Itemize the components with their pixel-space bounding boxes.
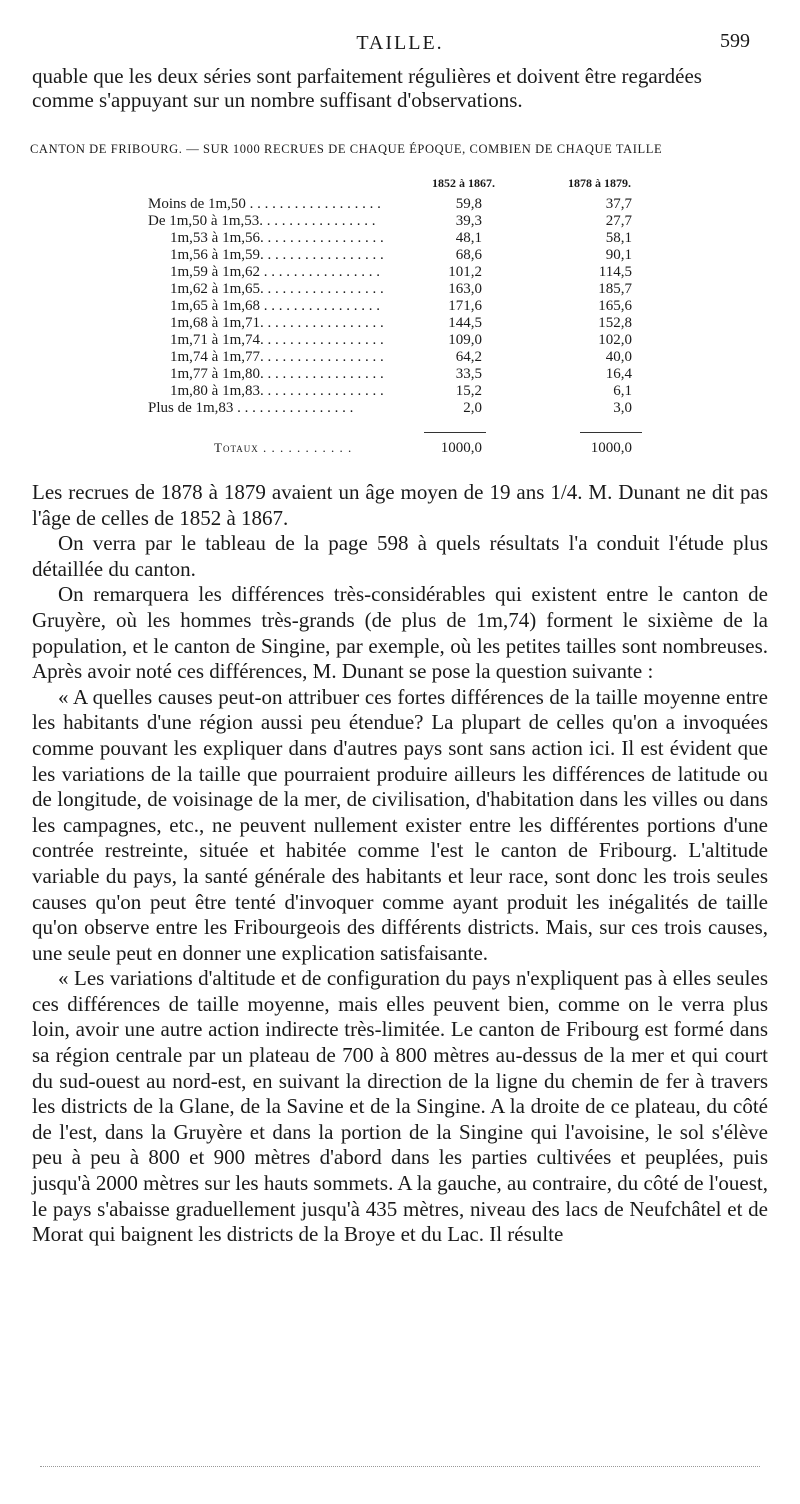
table-row <box>0 230 800 247</box>
table-caption: CANTON DE FRIBOURG. — SUR 1000 RECRUES DE CHAQUE ÉPOQUE, COMBIEN DE CHAQUE TAILLE <box>30 142 663 156</box>
value-1852-1867: 101,2 <box>448 264 482 280</box>
table-row <box>0 400 800 417</box>
row-label: 1m,80 à 1m,83. . . . . . . . . . . . . . . . . <box>170 383 384 399</box>
value-1852-1867: 144,5 <box>448 315 482 331</box>
row-label: 1m,53 à 1m,56. . . . . . . . . . . . . . . . . <box>170 230 384 246</box>
value-1852-1867: 68,6 <box>455 247 482 263</box>
row-label: 1m,59 à 1m,62 . . . . . . . . . . . . . . . . <box>170 264 380 280</box>
value-1852-1867: 171,6 <box>448 298 482 314</box>
value-1852-1867: 39,3 <box>455 213 482 229</box>
table-row <box>0 332 800 349</box>
table-row <box>0 213 800 230</box>
total-1878-1879: 1000,0 <box>590 440 632 456</box>
value-1852-1867: 109,0 <box>448 332 482 348</box>
running-title: TAILLE. <box>356 32 444 54</box>
table-row <box>0 281 800 298</box>
paragraph: On verra par le tableau de la page 598 à quels résultats l'a conduit l'étude plus détaillée du canton. <box>32 531 768 581</box>
value-1878-1879: 6,1 <box>613 383 632 399</box>
row-label: Moins de 1m,50 . . . . . . . . . . . . . . . . . . <box>148 196 381 212</box>
row-label: 1m,74 à 1m,77. . . . . . . . . . . . . . . . . <box>170 349 384 365</box>
bottom-divider <box>40 1466 760 1467</box>
value-1852-1867: 59,8 <box>455 196 482 212</box>
value-1878-1879: 102,0 <box>598 332 632 348</box>
intro-paragraph: quable que les deux séries sont parfaitement régulières et doivent être regardées comme s'appuyant sur un nombre suffisant d'observations. <box>32 64 702 112</box>
totals-label: Totaux . . . . . . . . . . . <box>214 440 353 455</box>
value-1878-1879: 114,5 <box>598 264 632 280</box>
row-label: De 1m,50 à 1m,53. . . . . . . . . . . . . . . . <box>148 213 376 229</box>
value-1878-1879: 152,8 <box>598 315 632 331</box>
row-label: 1m,65 à 1m,68 . . . . . . . . . . . . . . . . <box>170 298 380 314</box>
value-1852-1867: 33,5 <box>455 366 482 382</box>
column-header-1852-1867: 1852 à 1867. <box>432 176 495 190</box>
value-1852-1867: 163,0 <box>448 281 482 297</box>
paragraph: On remarquera les différences très-considérables qui existent entre le canton de Gruyère, où les hommes très-grands (de plus de 1m,74) forment le sixième de la population, et le canton de Singine, par exemple, où les petites tailles sont nombreuses. Après avoir noté ces différences, M. Dunant se pose la question suivante : <box>32 582 768 684</box>
row-label: 1m,68 à 1m,71. . . . . . . . . . . . . . . . . <box>170 315 384 331</box>
table-row <box>0 349 800 366</box>
paragraph: « Les variations d'altitude et de configuration du pays n'expliquent pas à elles seules ces différences de taille moyenne, mais elles peuvent bien, comme on le verra plus loin, avoir une autre action indirecte très-limitée. Le canton de Fribourg est formé dans sa région centrale par un plateau de 700 à 800 mètres au-dessus de la mer et qui court du sud-ouest au nord-est, en suivant la direction de la ligne du chemin de fer à travers les districts de la Glane, de la Savine et de la Singine. A la droite de ce plateau, du côté de l'est, dans la Gruyère et dans la portion de la Singine qui l'avoisine, le sol s'élève peu à peu à 800 et 900 mètres d'abord dans les parties cultivées et peuplées, puis jusqu'à 2000 mètres sur les hauts sommets. A la gauche, au contraire, du côté de l'ouest, le pays s'abaisse graduellement jusqu'à 435 mètres, niveau des lacs de Neufchâtel et de Morat qui baignent les districts de la Broye et du Lac. Il résulte <box>32 966 768 1247</box>
paragraph: « A quelles causes peut-on attribuer ces fortes différences de la taille moyenne entre les habitants d'une région aussi peu étendue? La plupart de celles qu'on a invoquées comme pouvant les expliquer dans d'autres pays sont sans action ici. Il est évident que les variations de la taille que pourraient produire ailleurs les différences de latitude ou de longitude, de voisinage de la mer, de civilisation, d'habitation dans les villes ou dans les campagnes, etc., ne peuvent nullement exister entre les différentes portions d'une contrée restreinte, située et habitée comme l'est le canton de Fribourg. L'altitude variable du pays, la santé générale des habitants et leur race, sont donc les trois seules causes qu'on peut être tenté d'invoquer comme ayant produit les inégalités de taille qu'on observe entre les Fribourgeois des différents districts. Mais, sur ces trois causes, une seule peut en donner une explication satisfaisante. <box>32 684 768 965</box>
table-row <box>0 315 800 332</box>
table-row <box>0 366 800 383</box>
row-label: Plus de 1m,83 . . . . . . . . . . . . . . . . <box>148 400 354 416</box>
totals-rule-right <box>580 432 642 433</box>
value-1878-1879: 90,1 <box>605 247 632 263</box>
total-1852-1867: 1000,0 <box>440 440 482 456</box>
value-1852-1867: 64,2 <box>455 349 482 365</box>
value-1878-1879: 16,4 <box>605 366 632 382</box>
row-label: 1m,77 à 1m,80. . . . . . . . . . . . . . . . . <box>170 366 384 382</box>
body-text <box>32 480 768 1248</box>
row-label: 1m,62 à 1m,65. . . . . . . . . . . . . . . . . <box>170 281 384 297</box>
value-1852-1867: 48,1 <box>455 230 482 246</box>
page-number: 599 <box>720 30 750 52</box>
value-1878-1879: 37,7 <box>605 196 632 212</box>
table-row <box>0 264 800 281</box>
value-1878-1879: 185,7 <box>598 281 632 297</box>
row-label: 1m,71 à 1m,74. . . . . . . . . . . . . . . . . <box>170 332 384 348</box>
value-1878-1879: 3,0 <box>613 400 632 416</box>
table-row <box>0 247 800 264</box>
row-label: 1m,56 à 1m,59. . . . . . . . . . . . . . . . . <box>170 247 384 263</box>
value-1878-1879: 40,0 <box>605 349 632 365</box>
table-row <box>0 196 800 213</box>
value-1878-1879: 165,6 <box>598 298 632 314</box>
value-1878-1879: 27,7 <box>605 213 632 229</box>
table-row <box>0 298 800 315</box>
totals-rule-left <box>424 432 486 433</box>
value-1878-1879: 58,1 <box>605 230 632 246</box>
paragraph: Les recrues de 1878 à 1879 avaient un âge moyen de 19 ans 1/4. M. Dunant ne dit pas l'âge de celles de 1852 à 1867. <box>32 480 768 530</box>
value-1852-1867: 15,2 <box>455 383 482 399</box>
table-row <box>0 383 800 400</box>
column-header-1878-1879: 1878 à 1879. <box>568 176 631 190</box>
value-1852-1867: 2,0 <box>463 400 482 416</box>
